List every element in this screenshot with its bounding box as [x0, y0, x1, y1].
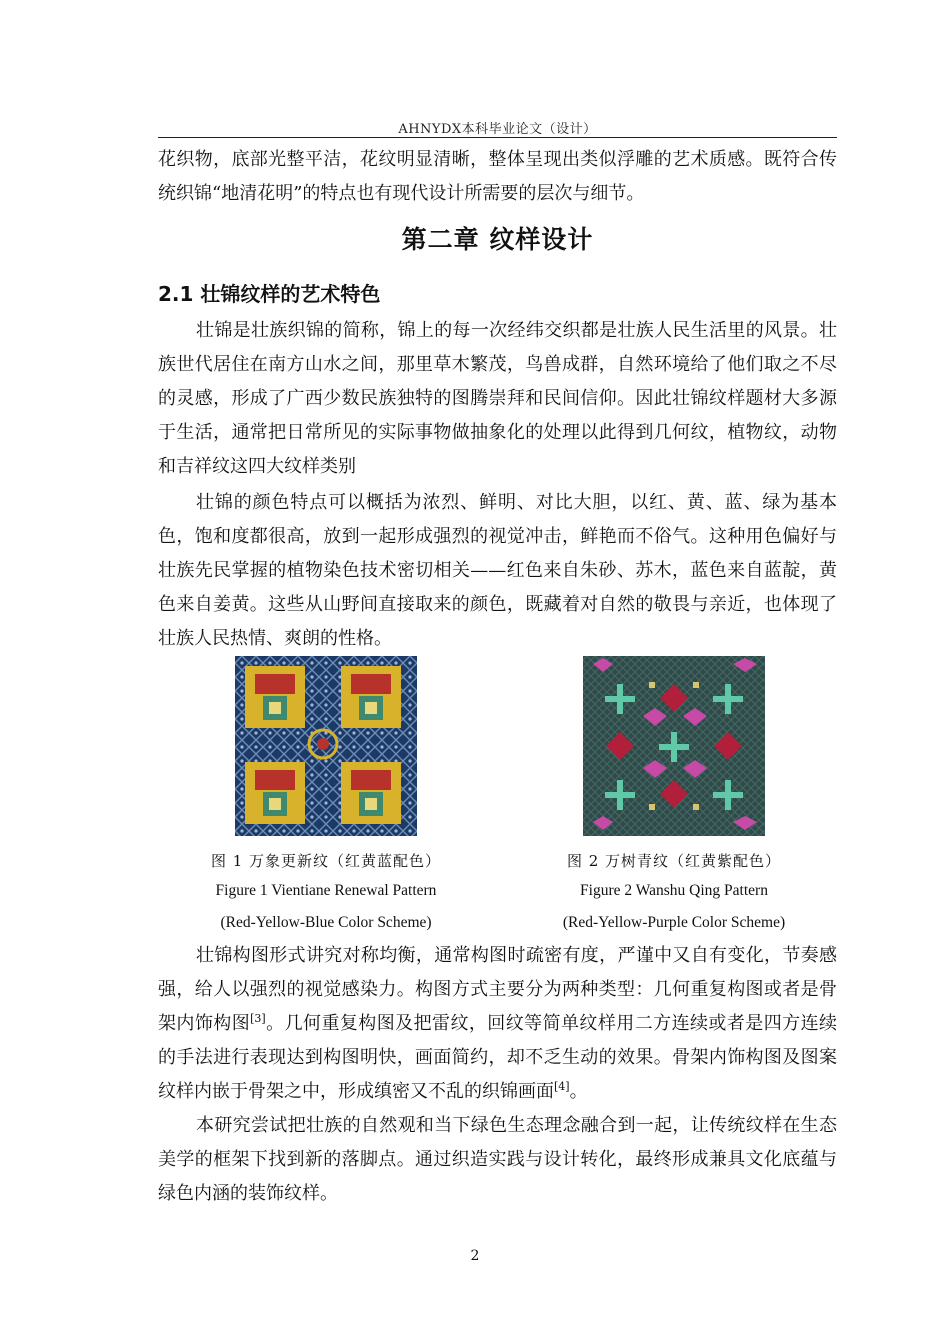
paragraph-composition [158, 939, 837, 1109]
page-number: 2 [470, 1248, 480, 1264]
citation-ref-4: [4] [554, 1080, 570, 1093]
header-rule [158, 137, 837, 138]
figure-2-caption-cn: 图 2 万树青纹（红黄紫配色） [566, 852, 782, 870]
figure-2-brocade-image [583, 656, 765, 836]
figure-1-medallion-bottom-right [341, 762, 401, 824]
composition-text-3: 。 [569, 1081, 588, 1102]
figure-1-medallion-bottom-left [245, 762, 305, 824]
running-header: AHNYDX本科毕业论文（设计） [398, 122, 597, 137]
figure-1-brocade-image [235, 656, 417, 836]
figure-1-medallion-top-right [341, 666, 401, 728]
composition-text-2: 。几何重复构图及把雷纹，回纹等简单纹样用二方连续或者是四方连续的手法进行表现达到构图明快，画面简约，却不乏生动的效果。骨架内饰构图及图案纹样内嵌于骨架之中，形成缜密又不乱的织锦画面 [158, 1013, 837, 1102]
paragraph-pattern-origins: 壮锦是壮族织锦的简称，锦上的每一次经纬交织都是壮族人民生活里的风景。壮族世代居住在南方山水之间，那里草木繁茂，鸟兽成群，自然环境给了他们取之不尽的灵感，形成了广西少数民族独特的图腾崇拜和民间信仰。因此壮锦纹样题材大多源于生活，通常把日常所见的实际事物做抽象化的处理以此得到几何纹，植物纹，动物和吉祥纹这四大纹样类别 [158, 320, 837, 477]
composition-text-1: 壮锦构图形式讲究对称均衡，通常构图时疏密有度，严谨中又自有变化，节奏感强，给人以强烈的视觉感染力。构图方式主要分为两种类型：几何重复构图或者是骨架内饰构图 [158, 945, 837, 1034]
section-title: 2.1 壮锦纹样的艺术特色 [158, 282, 381, 306]
paragraph-research-aim: 本研究尝试把壮族的自然观和当下绿色生态理念融合到一起，让传统纹样在生态美学的框架下找到新的落脚点。通过织造实践与设计转化，最终形成兼具文化底蕴与绿色内涵的装饰纹样。 [158, 1115, 837, 1204]
chapter-title: 第二章 纹样设计 [401, 225, 594, 254]
figure-2-caption-en: Figure 2 Wanshu Qing Pattern [580, 882, 768, 899]
intro-continuation-paragraph: 花织物，底部光整平洁，花纹明显清晰，整体呈现出类似浮雕的艺术质感。既符合传统织锦“地清花明”的特点也有现代设计所需要的层次与细节。 [158, 149, 837, 204]
figure-1-caption-en: Figure 1 Vientiane Renewal Pattern [215, 882, 437, 899]
figure-2-caption-en-scheme: (Red-Yellow-Purple Color Scheme) [562, 914, 786, 931]
figure-1-caption-en-scheme: (Red-Yellow-Blue Color Scheme) [220, 914, 432, 931]
figure-1-medallion-top-left [245, 666, 305, 728]
citation-ref-3: [3] [250, 1012, 266, 1025]
figure-1-caption-cn: 图 1 万象更新纹（红黄蓝配色） [210, 852, 442, 870]
paragraph-color-features: 壮锦的颜色特点可以概括为浓烈、鲜明、对比大胆，以红、黄、蓝、绿为基本色，饱和度都很高，放到一起形成强烈的视觉冲击，鲜艳而不俗气。这种用色偏好与壮族先民掌握的植物染色技术密切相关——红色来自朱砂、苏木，蓝色来自蓝靛，黄色来自姜黄。这些从山野间直接取来的颜色，既藏着对自然的敬畏与亲近，也体现了壮族人民热情、爽朗的性格。 [158, 492, 837, 649]
